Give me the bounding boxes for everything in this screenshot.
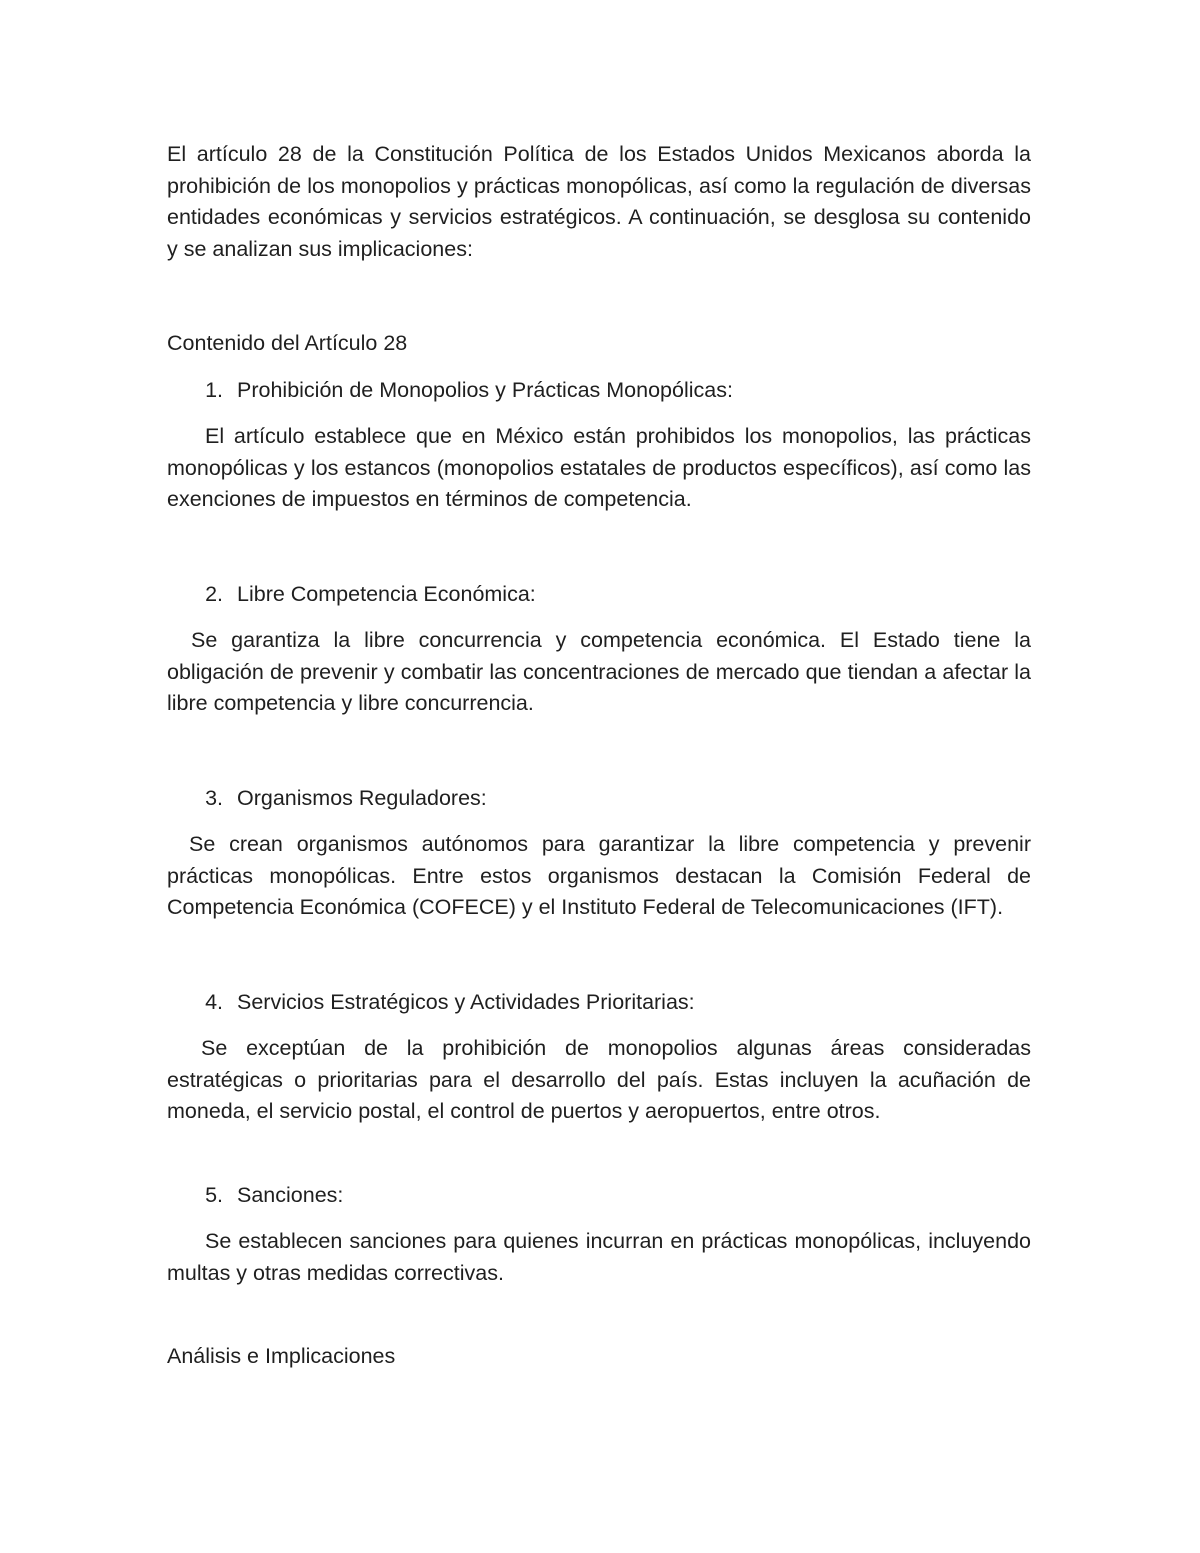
list-title: Prohibición de Monopolios y Prácticas Monopólicas:	[237, 377, 733, 402]
content-heading: Contenido del Artículo 28	[167, 331, 408, 355]
item-body: Se establecen sanciones para quienes incurran en prácticas monopólicas, incluyendo multas y otras medidas correctivas.	[167, 1229, 1031, 1285]
list-title: Sanciones:	[237, 1182, 344, 1207]
list-item-5	[167, 1180, 1031, 1212]
item-body: Se garantiza la libre concurrencia y competencia económica. El Estado tiene la obligación de prevenir y combatir las concentraciones de mercado que tiendan a afectar la libre competencia y libre concurrencia.	[167, 628, 1031, 715]
list-number: 2.	[205, 581, 223, 606]
intro-paragraph: El artículo 28 de la Constitución Política de los Estados Unidos Mexicanos aborda la prohibición de los monopolios y prácticas monopólicas, así como la regulación de diversas entidades económicas y servicios estratégicos. A continuación, se desglosa su contenido y se analizan sus implicaciones:	[167, 142, 1031, 261]
list-number: 1.	[205, 377, 223, 402]
list-item-3	[167, 783, 1031, 815]
list-number: 3.	[205, 785, 223, 810]
list-item-4	[167, 987, 1031, 1019]
list-number: 5.	[205, 1182, 223, 1207]
item-body: Se exceptúan de la prohibición de monopolios algunas áreas consideradas estratégicas o prioritarias para el desarrollo del país. Estas incluyen la acuñación de moneda, el servicio postal, el control de puertos y aeropuertos, entre otros.	[167, 1036, 1031, 1123]
item-body: Se crean organismos autónomos para garantizar la libre competencia y prevenir prácticas monopólicas. Entre estos organismos destacan la Comisión Federal de Competencia Económica (COFECE) y el Instituto Federal de Telecomunicaciones (IFT).	[167, 832, 1031, 919]
list-title: Organismos Reguladores:	[237, 785, 487, 810]
list-title: Servicios Estratégicos y Actividades Prioritarias:	[237, 989, 695, 1014]
document-content	[167, 139, 1031, 1388]
list-item-2	[167, 579, 1031, 611]
list-number: 4.	[205, 989, 223, 1014]
list-title: Libre Competencia Económica:	[237, 581, 536, 606]
list-item-1	[167, 375, 1031, 407]
item-body: El artículo establece que en México están prohibidos los monopolios, las prácticas monopólicas y los estancos (monopolios estatales de productos específicos), así como las exenciones de impuestos en términos de competencia.	[167, 424, 1031, 511]
analysis-heading: Análisis e Implicaciones	[167, 1344, 396, 1368]
